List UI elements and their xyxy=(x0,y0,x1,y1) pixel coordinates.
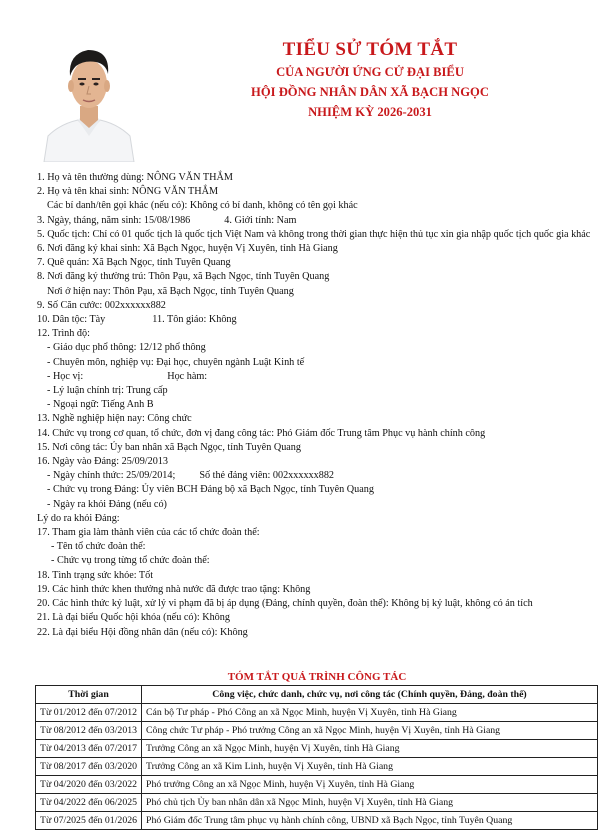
field-nationality: 5. Quốc tịch: Chỉ có 01 quốc tịch là quốc tịch Việt Nam và không trong thời gian thực hiện thủ tục xin gia nhập quốc tịch quốc gia khác xyxy=(37,228,591,240)
field-party-position: - Chức vụ trong Đảng: Ủy viên BCH Đảng bộ xã Bạch Ngọc, tỉnh Tuyên Quang xyxy=(47,484,374,496)
document-title: TIỂU SỬ TÓM TẮT xyxy=(282,39,458,60)
field-ethnicity-religion xyxy=(37,313,597,327)
table-row xyxy=(36,794,598,812)
field-education-heading: 12. Trình độ: xyxy=(37,328,90,340)
field-hometown: 7. Quê quán: Xã Bạch Ngọc, tỉnh Tuyên Quang xyxy=(37,257,231,269)
field-party-card: Số thẻ đảng viên: 002xxxxxx882 xyxy=(199,470,335,482)
field-ethnicity: 10. Dân tộc: Tày xyxy=(37,314,106,326)
row-description: Công chức Tư pháp - Phó trưởng Công an xã Ngọc Minh, huyện Vị Xuyên, tỉnh Hà Giang xyxy=(142,722,598,740)
field-religion: 11. Tôn giáo: Không xyxy=(152,314,237,326)
work-history-table xyxy=(35,685,598,830)
document-subtitle-1: CỦA NGƯỜI ỨNG CỬ ĐẠI BIỂU xyxy=(276,65,464,79)
field-workplace: 15. Nơi công tác: Ủy ban nhân xã Bạch Ngọc, tỉnh Tuyên Quang xyxy=(37,441,301,453)
field-discipline: 20. Các hình thức kỷ luật, xử lý vi phạm đã bị áp dụng (Đảng, chính quyền, đoàn thể): Không bị kỷ luật, không có án tích xyxy=(37,598,533,610)
profile-details xyxy=(37,171,597,640)
table-row xyxy=(36,740,598,758)
table-row xyxy=(36,722,598,740)
row-description: Phó chủ tịch Ủy ban nhân dân xã Ngọc Minh, huyện Vị Xuyên, tỉnh Hà Giang xyxy=(142,794,598,812)
row-time: Từ 08/2012 đến 03/2013 xyxy=(36,722,142,740)
table-row xyxy=(36,812,598,830)
field-degree-title xyxy=(37,370,597,384)
field-dob: 3. Ngày, tháng, năm sinh: 15/08/1986 xyxy=(37,214,191,226)
field-party-official xyxy=(37,469,597,483)
field-gender: 4. Giới tính: Nam xyxy=(224,214,297,226)
field-occupation: 13. Nghề nghiệp hiện nay: Công chức xyxy=(37,413,192,425)
column-header-time: Thời gian xyxy=(36,686,142,704)
row-description: Trưởng Công an xã Ngọc Minh, huyện Vị Xuyên, tỉnh Hà Giang xyxy=(142,740,598,758)
row-time: Từ 01/2012 đến 07/2012 xyxy=(36,704,142,722)
table-row xyxy=(36,776,598,794)
field-party-join-date: 16. Ngày vào Đảng: 25/09/2013 xyxy=(37,456,169,468)
table-row xyxy=(36,704,598,722)
field-birth-registration: 6. Nơi đăng ký khai sinh: Xã Bạch Ngọc, huyện Vị Xuyên, tỉnh Hà Giang xyxy=(37,243,338,255)
field-current-residence: Nơi ở hiện nay: Thôn Pạu, xã Bạch Ngọc, tỉnh Tuyên Quang xyxy=(47,285,294,297)
field-dob-gender xyxy=(37,214,597,228)
row-time: Từ 04/2022 đến 06/2025 xyxy=(36,794,142,812)
field-academic-title: Học hàm: xyxy=(167,370,208,382)
field-permanent-residence: 8. Nơi đăng ký thường trú: Thôn Pạu, xã Bạch Ngọc, tỉnh Tuyên Quang xyxy=(37,271,330,283)
field-common-name: 1. Họ và tên thường dùng: NÔNG VĂN THẮM xyxy=(37,172,233,183)
field-position: 14. Chức vụ trong cơ quan, tổ chức, đơn vị đang công tác: Phó Giám đốc Trung tâm Phục vụ hành chính công xyxy=(37,427,486,439)
field-aliases: Các bí danh/tên gọi khác (nếu có): Không có bí danh, không có tên gọi khác xyxy=(47,200,358,212)
field-party-leave-reason: Lý do ra khỏi Đảng: xyxy=(37,512,120,524)
field-national-assembly: 21. Là đại biểu Quốc hội khóa (nếu có): Không xyxy=(37,612,230,624)
field-id-number: 9. Số Căn cước: 002xxxxxx882 xyxy=(37,299,166,311)
field-organization-name: - Tên tổ chức đoàn thể: xyxy=(51,541,146,553)
document-header xyxy=(150,38,590,122)
field-foreign-language: - Ngoại ngữ: Tiếng Anh B xyxy=(47,399,154,411)
row-time: Từ 08/2017 đến 03/2020 xyxy=(36,758,142,776)
work-history-title: TÓM TẮT QUÁ TRÌNH CÔNG TÁC xyxy=(227,671,407,683)
row-description: Trưởng Công an xã Kim Linh, huyện Vị Xuyên, tỉnh Hà Giang xyxy=(142,758,598,776)
row-description: Cán bộ Tư pháp - Phó Công an xã Ngọc Minh, huyện Vị Xuyên, tỉnh Hà Giang xyxy=(142,704,598,722)
row-time: Từ 04/2020 đến 03/2022 xyxy=(36,776,142,794)
document-subtitle-2: HỘI ĐỒNG NHÂN DÂN XÃ BẠCH NGỌC xyxy=(251,85,489,99)
field-general-education: - Giáo dục phổ thông: 12/12 phổ thông xyxy=(47,342,206,354)
field-organizations: 17. Tham gia làm thành viên của các tổ chức đoàn thể: xyxy=(37,527,260,539)
table-row xyxy=(36,758,598,776)
row-description: Phó Giám đốc Trung tâm phục vụ hành chính công, UBND xã Bạch Ngọc, tỉnh Tuyên Quang xyxy=(142,812,598,830)
field-specialty: - Chuyên môn, nghiệp vụ: Đại học, chuyên ngành Luật Kinh tế xyxy=(47,356,305,368)
row-description: Phó trưởng Công an xã Ngọc Minh, huyện Vị Xuyên, tỉnh Hà Giang xyxy=(142,776,598,794)
field-degree: - Học vị: xyxy=(47,370,84,382)
table-header-row xyxy=(36,686,598,704)
field-party-leave-date: - Ngày ra khỏi Đảng (nếu có) xyxy=(47,498,167,510)
field-organization-role: - Chức vụ trong từng tổ chức đoàn thể: xyxy=(51,555,210,567)
field-peoples-council: 22. Là đại biểu Hội đồng nhân dân (nếu có): Không xyxy=(37,626,248,638)
document-subtitle-3: NHIỆM KỲ 2026-2031 xyxy=(308,105,432,119)
field-political-theory: - Lý luận chính trị: Trung cấp xyxy=(47,385,168,397)
row-time: Từ 04/2013 đến 07/2017 xyxy=(36,740,142,758)
column-header-description: Công việc, chức danh, chức vụ, nơi công tác (Chính quyền, Đảng, đoàn thể) xyxy=(142,686,598,704)
field-awards: 19. Các hình thức khen thưởng nhà nước đã được trao tặng: Không xyxy=(37,583,311,595)
candidate-photo xyxy=(40,40,138,162)
row-time: Từ 07/2025 đến 01/2026 xyxy=(36,812,142,830)
field-birth-name: 2. Họ và tên khai sinh: NÔNG VĂN THẮM xyxy=(37,186,219,198)
field-health: 18. Tình trạng sức khỏe: Tốt xyxy=(37,569,154,581)
field-official-date: - Ngày chính thức: 25/09/2014; xyxy=(47,470,176,482)
